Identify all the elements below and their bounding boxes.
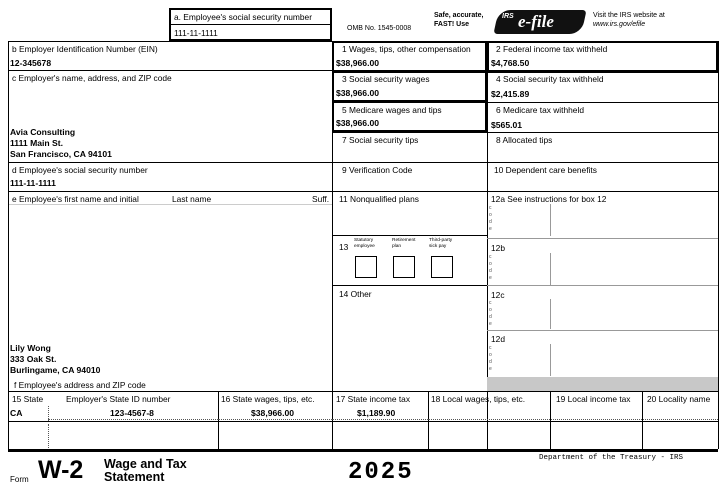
box16-label: 16 State wages, tips, etc. [221,394,315,404]
retirement-plan-checkbox[interactable] [393,256,415,278]
box6-value[interactable]: $565.01 [491,120,523,130]
code-letter: d [489,314,492,320]
box4-value[interactable]: $2,415.89 [491,89,530,99]
box5-value[interactable]: $38,966.00 [336,118,380,128]
code-letter: o [489,212,492,218]
state-tax-value[interactable]: $1,189.90 [357,408,396,418]
code-letter: e [489,366,492,372]
state-value[interactable]: CA [10,408,23,418]
statutory-label-1: Statutory [354,238,374,243]
box12a-label: 12a See instructions for box 12 [491,194,607,204]
form-word: Form [10,475,29,484]
box19-label: 19 Local income tax [556,394,631,404]
irs-badge: IRS [502,13,514,20]
form-title-line2: Statement [104,470,165,484]
box7-label: 7 Social security tips [342,135,419,145]
box12d-label: 12d [491,334,505,344]
employer-name-label: c Employer's name, address, and ZIP code [12,73,172,83]
box15-label: 15 State [12,394,44,404]
code-letter: o [489,352,492,358]
thirdparty-label-1: Third-party [429,238,453,243]
statutory-employee-checkbox[interactable] [355,256,377,278]
efile-logo [496,10,584,34]
code-letter: d [489,359,492,365]
state-wages-value[interactable]: $38,966.00 [251,408,295,418]
employee-city[interactable]: Burlingame, CA 94010 [10,365,101,375]
retirement-label-1: Retirement [392,238,416,243]
suffix-label: Suff. [312,194,330,204]
box6-label: 6 Medicare tax withheld [496,105,584,115]
box18-label: 18 Local wages, tips, etc. [431,394,526,404]
fast-use-text: FAST! Use [434,21,470,28]
ein-label: b Employer Identification Number (EIN) [12,44,158,54]
code-letter: d [489,268,492,274]
statutory-label-2: employee [354,244,375,249]
employee-name[interactable]: Lily Wong [10,343,51,353]
box3-value[interactable]: $38,966.00 [336,88,380,98]
ssn-top-label: a. Employee's social security number [174,12,312,22]
box20-label: 20 Locality name [647,394,711,404]
department-text: Department of the Treasury - IRS [539,454,684,462]
visit-line1: Visit the IRS website at [593,12,665,19]
box1-value[interactable]: $38,966.00 [336,58,380,68]
efile-text: e-file [518,12,554,31]
form-title-line1: Wage and Tax [104,457,187,471]
code-letter: e [489,226,492,232]
code-letter: c [489,254,492,260]
safe-accurate-text: Safe, accurate, [434,12,484,19]
box12b-label: 12b [491,243,505,253]
state-id-value[interactable]: 123-4567-8 [110,408,154,418]
visit-line2: www.irs.gov/efile [593,21,646,28]
employee-street[interactable]: 333 Oak St. [10,354,57,364]
box1-label: 1 Wages, tips, other compensation [342,44,471,54]
box5-label: 5 Medicare wages and tips [342,105,442,115]
thirdparty-label-2: sick pay [429,244,447,249]
employer-street[interactable]: 1111 Main St. [10,138,64,148]
box17-label: 17 State income tax [336,394,411,404]
shaded-area [487,377,718,391]
box13-label: 13 [339,242,349,252]
box3-label: 3 Social security wages [342,74,430,84]
box4-label: 4 Social security tax withheld [496,74,604,84]
employee-ssn-value[interactable]: 111-11-1111 [10,178,56,188]
employee-ssn-label: d Employee's social security number [12,165,148,175]
code-letter: o [489,307,492,313]
code-letter: c [489,205,492,211]
last-name-label: Last name [172,194,212,204]
employer-city[interactable]: San Francisco, CA 94101 [10,149,112,159]
box10-label: 10 Dependent care benefits [494,165,597,175]
box8-label: 8 Allocated tips [496,135,553,145]
employer-name[interactable]: Avia Consulting [10,127,76,137]
box12c-label: 12c [491,290,505,300]
state-id-label: Employer's State ID number [66,394,171,404]
form-code: W-2 [38,456,84,484]
box14-label: 14 Other [339,289,372,299]
code-letter: d [489,219,492,225]
code-letter: o [489,261,492,267]
box2-label: 2 Federal income tax withheld [496,44,608,54]
ein-value[interactable]: 12-345678 [10,58,52,68]
box11-label: 11 Nonqualified plans [339,194,419,204]
omb-number: OMB No. 1545-0008 [347,25,412,32]
ssn-top-value[interactable]: 111-11-1111 [174,28,218,38]
code-letter: c [489,345,492,351]
code-letter: c [489,300,492,306]
box2-value[interactable]: $4,768.50 [491,58,530,68]
code-letter: e [489,275,492,281]
retirement-label-2: plan [392,244,402,249]
employee-name-label: e Employee's first name and initial [12,194,139,204]
third-party-sick-pay-checkbox[interactable] [431,256,453,278]
tax-year: 2025 [348,459,414,486]
box9-label: 9 Verification Code [342,165,413,175]
employee-address-label: f Employee's address and ZIP code [14,380,146,390]
code-letter: e [489,321,492,327]
